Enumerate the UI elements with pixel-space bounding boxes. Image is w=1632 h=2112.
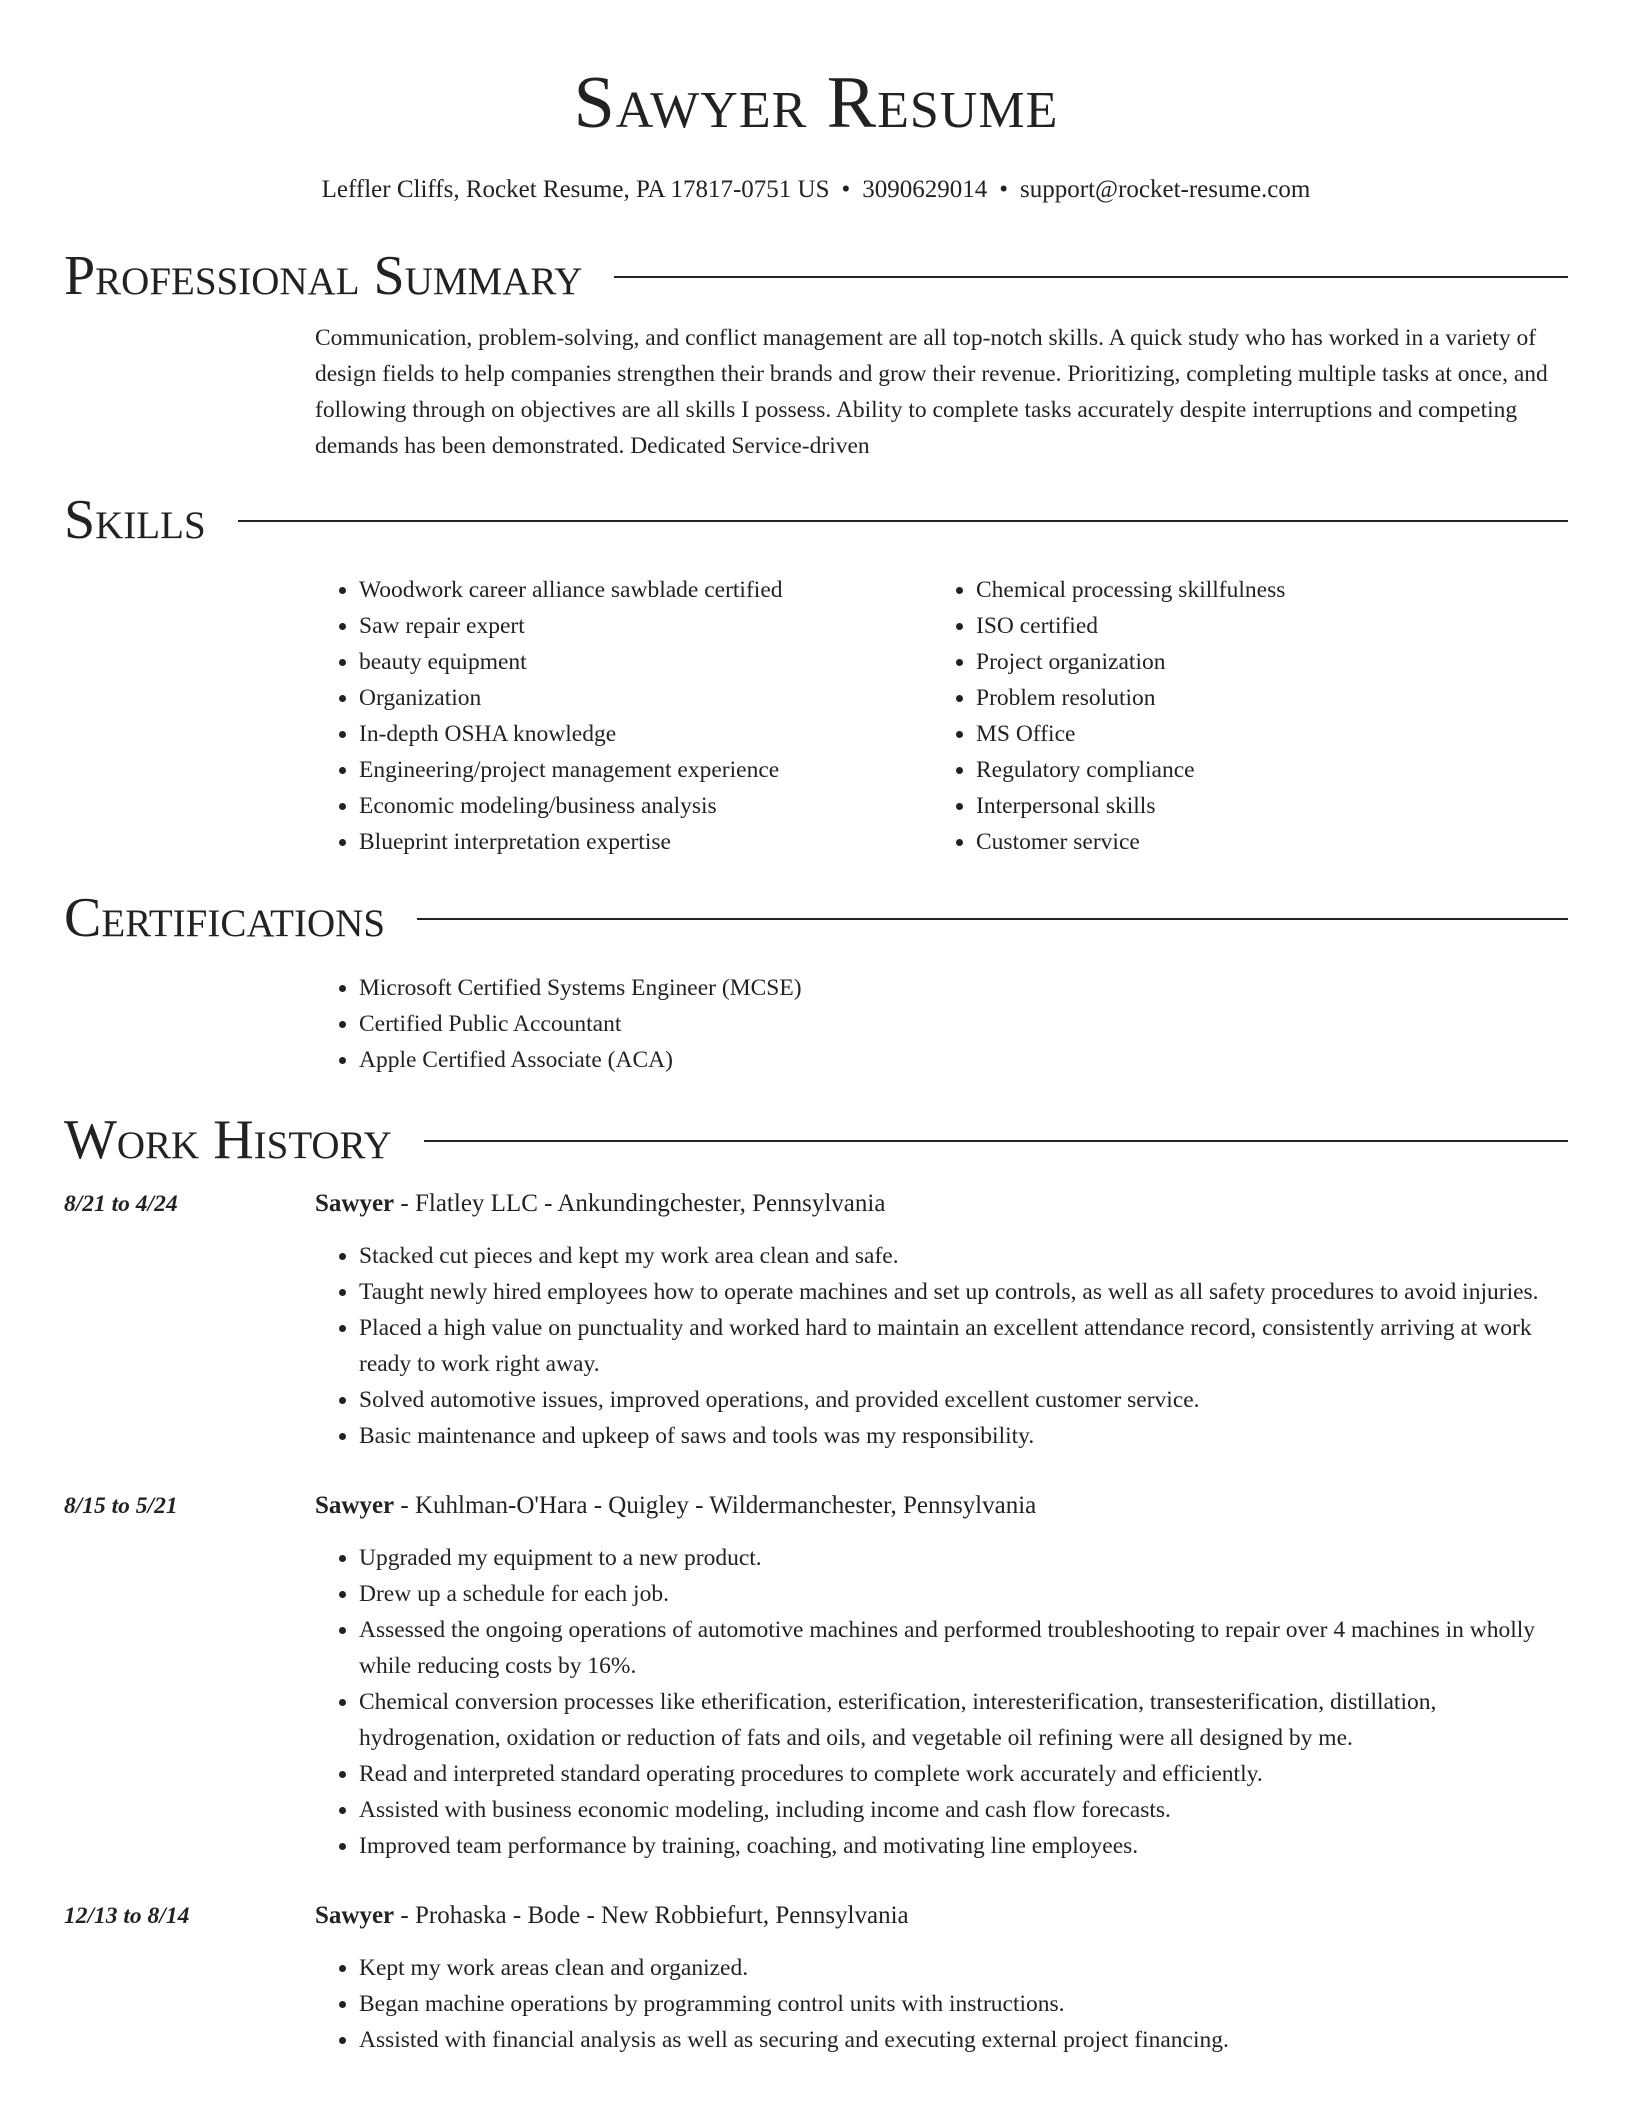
job-dates: 12/13 to 8/14 [64,1903,190,1929]
contact-phone: 3090629014 [862,176,988,203]
job-bullet: • Solved automotive issues, improved operations, and provided excellent customer service. [359,1382,1568,1418]
job-bullets [315,1238,1568,1454]
certification-item: • Apple Certified Associate (ACA) [359,1042,1568,1078]
certifications-list [315,970,1568,1078]
job-company: - Flatley LLC - Ankundingchester, Pennsylvania [394,1190,886,1217]
job-bullets [315,1540,1568,1864]
job-bullet: • Assisted with financial analysis as well as securing and executing external project financing. [359,2022,1568,2058]
contact-separator: • [999,176,1009,203]
skill-item: • Blueprint interpretation expertise [359,824,932,860]
skill-item: • Woodwork career alliance sawblade certified [359,572,932,608]
job-bullet: • Improved team performance by training, coaching, and motivating line employees. [359,1828,1568,1864]
certifications-section-title: Certifications [64,887,386,949]
job-title-line [315,1186,1568,1222]
skills-columns [315,572,1568,860]
skills-section-title: Skills [64,489,206,551]
skill-item: • Customer service [976,824,1549,860]
skill-item: • ISO certified [976,608,1549,644]
skill-item: • Organization [359,680,932,716]
resume-name: Sawyer Resume [573,62,1059,144]
skills-section-body [315,572,1568,860]
job-bullets [315,1950,1568,2058]
job-bullet: • Taught newly hired employees how to operate machines and set up controls, as well as all safety procedures to avoid injuries. [359,1274,1568,1310]
job-role: Sawyer [315,1902,395,1929]
job-bullet: • Assisted with business economic modeling, including income and cash flow forecasts. [359,1792,1568,1828]
contact-email: support@rocket-resume.com [1020,176,1311,203]
job-bullet: • Stacked cut pieces and kept my work area clean and safe. [359,1238,1568,1274]
job-company: - Kuhlman-O'Hara - Quigley - Wildermanchester, Pennsylvania [394,1492,1037,1519]
skill-item: • Interpersonal skills [976,788,1549,824]
job-role: Sawyer [315,1492,395,1519]
summary-section-header [64,244,1568,308]
skill-item: • beauty equipment [359,644,932,680]
skill-item: • Saw repair expert [359,608,932,644]
job-bullet: • Assessed the ongoing operations of automotive machines and performed troubleshooting to repair over 4 machines in wholly while reducing costs by 16%. [359,1612,1568,1684]
job-bullet: • Chemical conversion processes like etherification, esterification, interesterification, transesterification, distillation, hydrogenation, oxidation or reduction of fats and oils, and vegetable oil refining were all designed by me. [359,1684,1568,1756]
summary-section-title: Professional Summary [64,245,583,307]
certifications-section-body [315,970,1568,1078]
job-details [315,1186,1568,1454]
section-divider [614,276,1568,278]
job-title-line [315,1488,1568,1524]
contact-address: Leffler Cliffs, Rocket Resume, PA 17817-0751 US [321,176,830,203]
skills-list-right [932,572,1549,860]
section-divider [238,520,1568,522]
certification-item: • Microsoft Certified Systems Engineer (MCSE) [359,970,1568,1006]
skill-item: • Project organization [976,644,1549,680]
job-bullet: • Began machine operations by programming control units with instructions. [359,1986,1568,2022]
skill-item: • Regulatory compliance [976,752,1549,788]
job-dates: 8/21 to 4/24 [64,1191,178,1217]
job-bullet: • Drew up a schedule for each job. [359,1576,1568,1612]
skill-item: • Chemical processing skillfulness [976,572,1549,608]
skills-section-header [64,488,1568,552]
skill-item: • Economic modeling/business analysis [359,788,932,824]
section-divider [424,1140,1568,1142]
job-entry [64,1488,1568,1864]
summary-section-body [315,320,1568,464]
certification-item: • Certified Public Accountant [359,1006,1568,1042]
section-divider [417,918,1568,920]
job-bullet: • Read and interpreted standard operating procedures to complete work accurately and efficiently. [359,1756,1568,1792]
contact-separator: • [841,176,851,203]
certifications-section-header [64,886,1568,950]
job-title-line [315,1898,1568,1934]
contact-line [64,174,1568,206]
job-bullet: • Placed a high value on punctuality and worked hard to maintain an excellent attendance record, consistently arriving at work ready to work right away. [359,1310,1568,1382]
job-bullet: • Upgraded my equipment to a new product. [359,1540,1568,1576]
job-dates: 8/15 to 5/21 [64,1493,178,1519]
work-section-title: Work History [64,1109,392,1171]
skill-item: • Problem resolution [976,680,1549,716]
skill-item: • In-depth OSHA knowledge [359,716,932,752]
work-section-header [64,1108,1568,1172]
resume-page [64,0,1568,2058]
skills-list-left [315,572,932,860]
job-role: Sawyer [315,1190,395,1217]
job-details [315,1488,1568,1864]
job-details [315,1898,1568,2058]
job-company: - Prohaska - Bode - New Robbiefurt, Pennsylvania [394,1902,909,1929]
job-bullet: • Basic maintenance and upkeep of saws and tools was my responsibility. [359,1418,1568,1454]
job-bullet: • Kept my work areas clean and organized. [359,1950,1568,1986]
summary-text: Communication, problem-solving, and conflict management are all top-notch skills. A quick study who has worked in a variety of design fields to help companies strengthen their brands and grow their revenue. Prioritizing, completing multiple tasks at once, and following through on objectives are all skills I possess. Ability to complete tasks accurately despite interruptions and competing demands has been demonstrated. Dedicated Service-driven [315,325,1548,459]
skill-item: • Engineering/project management experience [359,752,932,788]
job-entry [64,1898,1568,2058]
job-entry [64,1186,1568,1454]
skill-item: • MS Office [976,716,1549,752]
